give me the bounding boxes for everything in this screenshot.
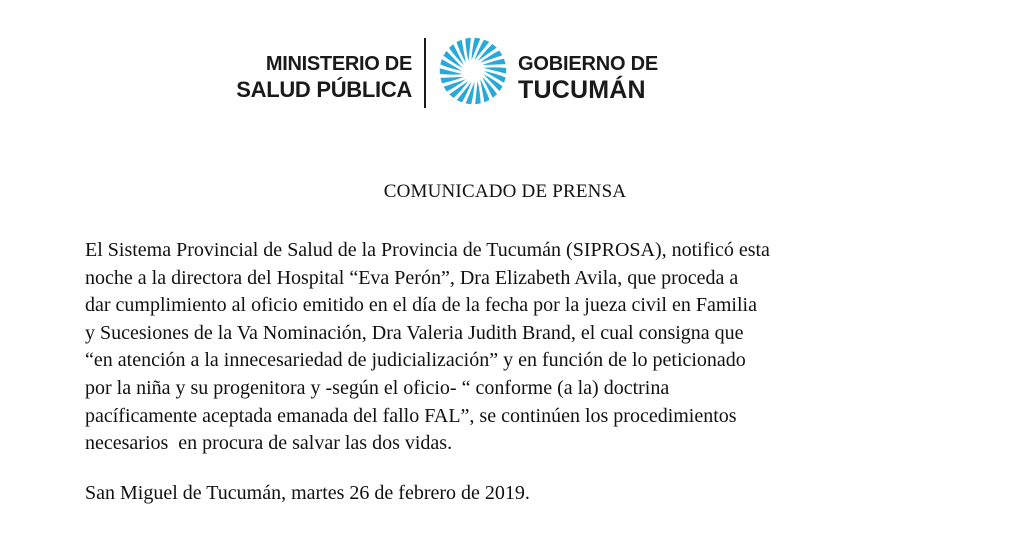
body-line: noche a la directora del Hospital “Eva Perón”, Dra Elizabeth Avila, que proceda a: [85, 266, 739, 289]
body-line: necesarios en procura de salvar las dos vidas.: [85, 432, 453, 455]
ministerio-line-1: MINISTERIO DE: [265, 53, 412, 75]
document-closing: San Miguel de Tucumán, martes 26 de febrero de 2019.: [85, 482, 530, 504]
body-line: dar cumplimiento al oficio emitido en el día de la fecha por la jueza civil en Familia: [85, 294, 757, 317]
gobierno-line-2: TUCUMÁN: [518, 76, 646, 104]
document-title: COMUNICADO DE PRENSA: [383, 181, 627, 202]
gobierno-logo-text: [518, 51, 658, 103]
letterhead: [0, 30, 1020, 120]
sun-rays-emblem-icon: [439, 37, 507, 105]
ministerio-logo-text: [236, 51, 412, 103]
emblem-ray: [480, 79, 489, 102]
body-line: y Sucesiones de la Va Nominación, Dra Valeria Judith Brand, el cual consigna que: [85, 321, 744, 344]
body-line: “en atención a la innecesariedad de judicialización” y en función de lo peticionado: [85, 349, 746, 372]
letterhead-divider: [424, 38, 426, 108]
emblem-ray: [465, 38, 471, 61]
emblem-ray: [475, 81, 481, 104]
emblem-ray: [456, 40, 465, 63]
gobierno-line-1: GOBIERNO DE: [518, 53, 659, 75]
body-line: El Sistema Provincial de Salud de la Provincia de Tucumán (SIPROSA), notificó esta: [85, 239, 770, 261]
body-line: por la niña y su progenitora y -según el oficio- “ conforme (a la) doctrina: [85, 376, 670, 399]
ministerio-line-2: SALUD PÚBLICA: [236, 77, 412, 102]
document-body: [85, 237, 965, 458]
body-line: pacíficamente aceptada emanada del fallo FAL”, se continúen los procedimientos: [85, 404, 737, 427]
